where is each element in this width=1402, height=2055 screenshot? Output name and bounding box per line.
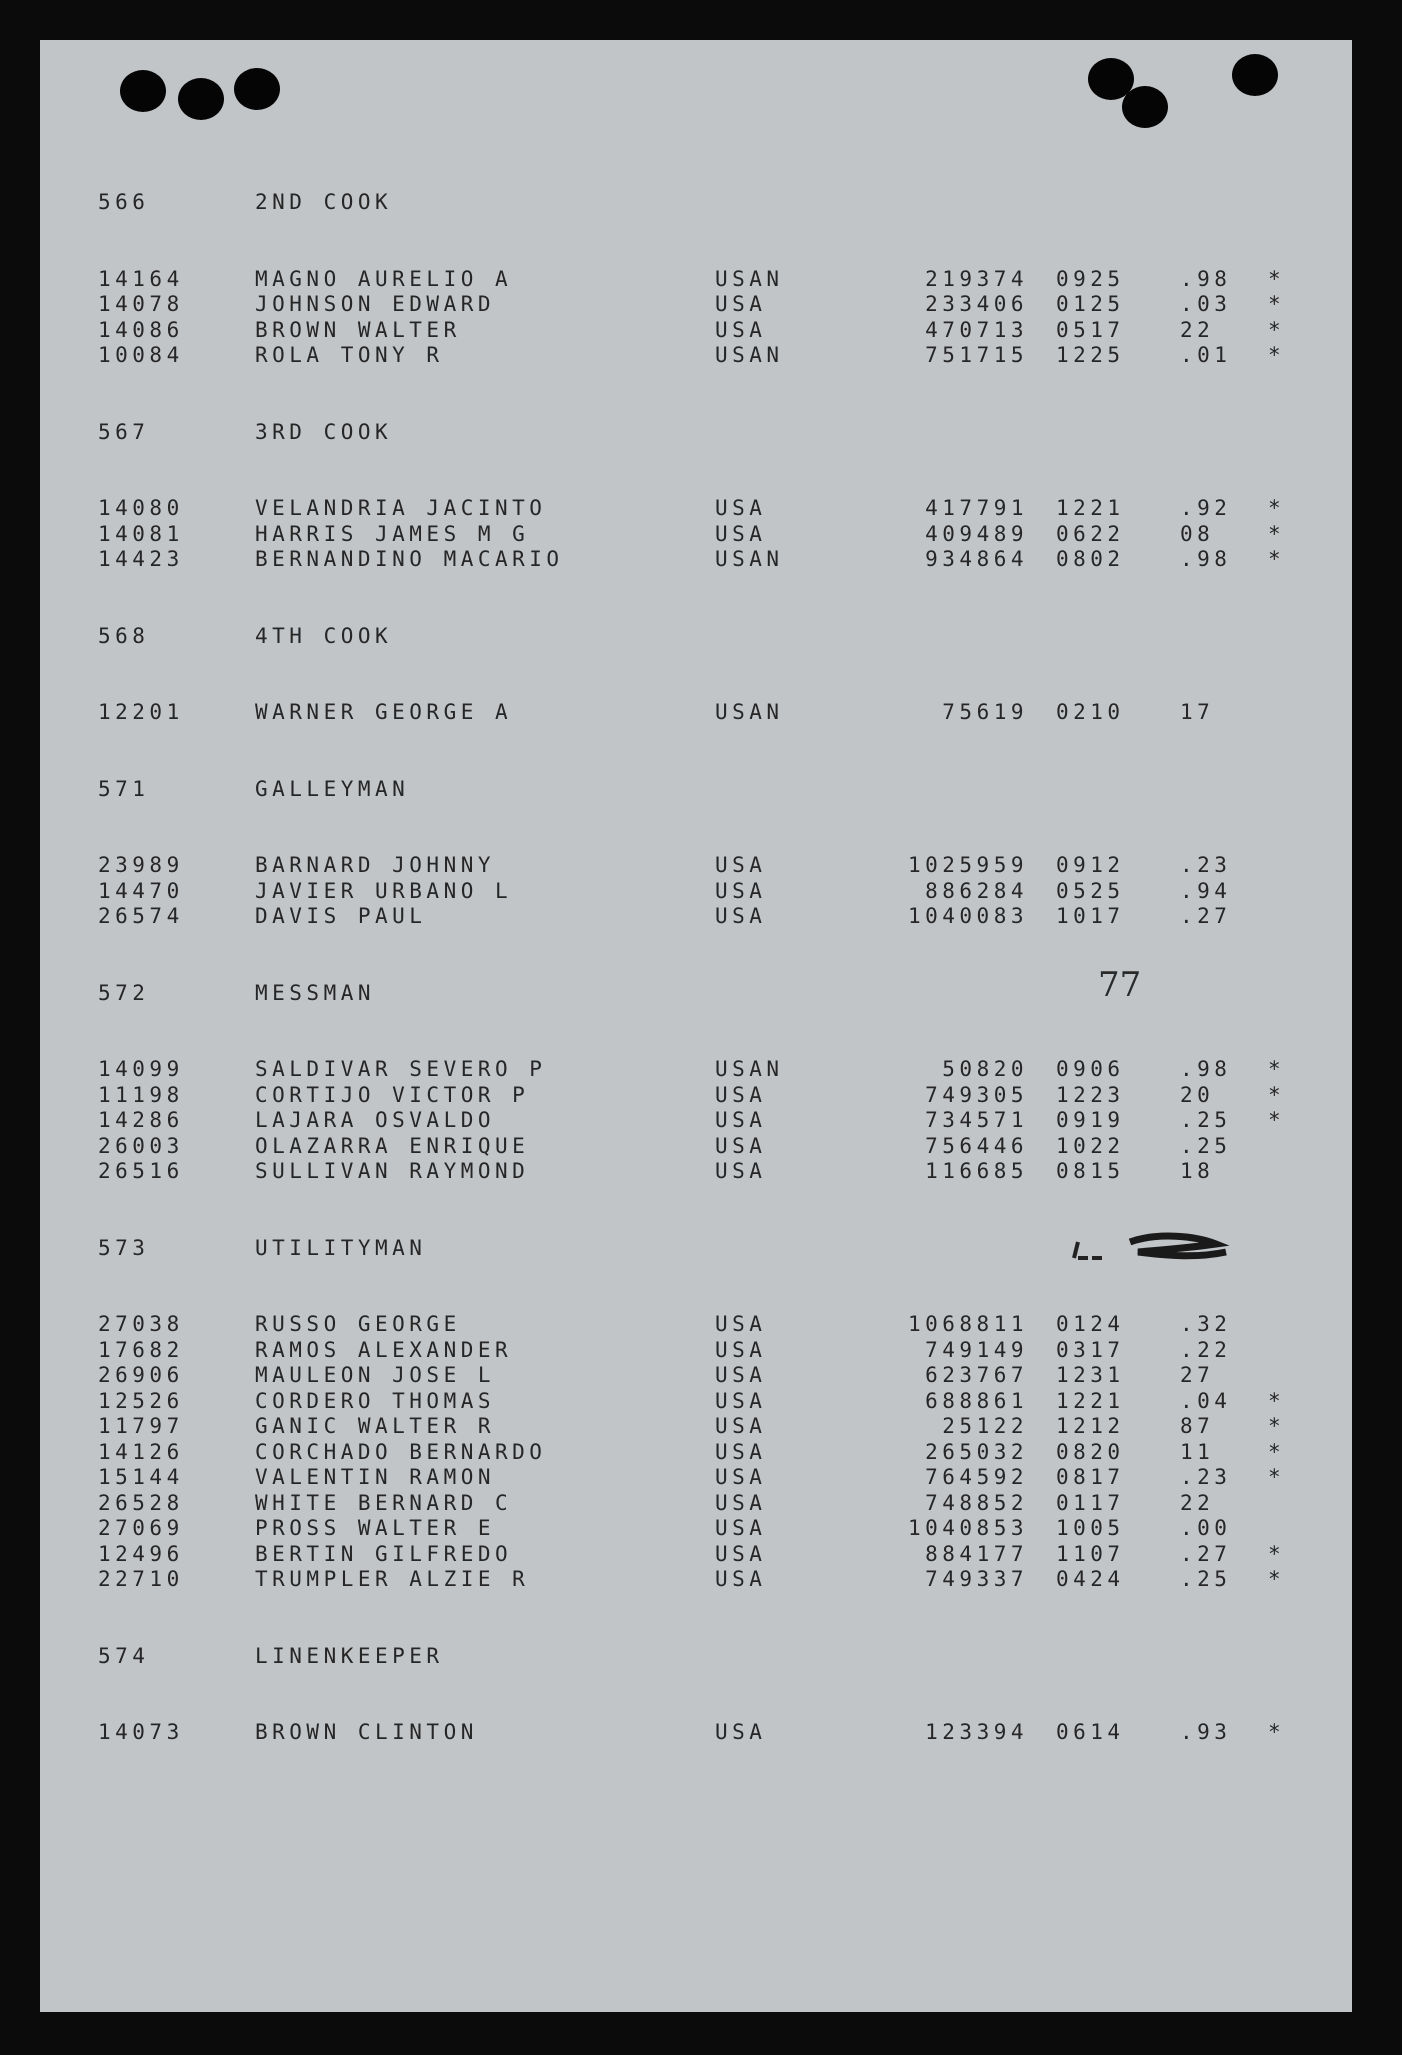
date-code: 1221: [1056, 496, 1125, 520]
crew-name: MAULEON JOSE L: [255, 1363, 496, 1387]
reference-number: 756446: [925, 1133, 1028, 1158]
citizenship-code: USA: [715, 1414, 767, 1438]
date-code: 0317: [1056, 1337, 1125, 1362]
date-code: 1017: [1056, 904, 1125, 928]
value-code: .23: [1180, 853, 1232, 877]
value-code: .22: [1180, 1337, 1232, 1362]
crew-row: [98, 1389, 1328, 1415]
rating-code: 571: [98, 776, 150, 801]
crew-name: CORCHADO BERNARDO: [255, 1439, 547, 1464]
citizenship-code: USA: [715, 1490, 767, 1515]
crew-number: 22710: [98, 1567, 184, 1591]
crew-name: TRUMPLER ALZIE R: [255, 1567, 530, 1591]
reference-number: 749305: [925, 1082, 1028, 1107]
crew-row: [98, 1465, 1328, 1491]
crew-row: [98, 547, 1328, 573]
crew-row: [98, 1159, 1328, 1185]
citizenship-code: USA: [715, 521, 767, 546]
reference-number: 748852: [925, 1490, 1028, 1515]
rating-title: UTILITYMAN: [255, 1235, 427, 1260]
crew-name: LAJARA OSVALDO: [255, 1108, 496, 1132]
rating-code: 574: [98, 1643, 150, 1668]
punch-hole: [1232, 54, 1278, 96]
rating-title: 4TH COOK: [255, 623, 393, 648]
crew-number: 11198: [98, 1082, 184, 1107]
crew-name: MAGNO AURELIO A: [255, 266, 513, 291]
rating-title: 3RD COOK: [255, 419, 393, 444]
reference-number: 764592: [925, 1465, 1028, 1489]
rating-code: 568: [98, 623, 150, 648]
crew-name: WHITE BERNARD C: [255, 1490, 513, 1515]
crew-number: 27038: [98, 1312, 184, 1336]
rating-section: [98, 1644, 1328, 1746]
reference-number: 1040853: [907, 1516, 1028, 1540]
reference-number: 886284: [925, 878, 1028, 903]
value-code: 11: [1180, 1439, 1215, 1464]
crew-row: [98, 700, 1328, 726]
asterisk-flag: *: [1268, 496, 1286, 520]
crew-row: [98, 1720, 1328, 1746]
citizenship-code: USAN: [715, 547, 784, 571]
date-code: 1212: [1056, 1414, 1125, 1438]
crew-number: 14081: [98, 521, 184, 546]
citizenship-code: USA: [715, 1337, 767, 1362]
date-code: 0815: [1056, 1159, 1125, 1183]
citizenship-code: USA: [715, 317, 767, 342]
value-code: .25: [1180, 1567, 1232, 1591]
crew-number: 14423: [98, 547, 184, 571]
crew-row: [98, 1567, 1328, 1593]
citizenship-code: USA: [715, 878, 767, 903]
citizenship-code: USAN: [715, 700, 784, 724]
reference-number: 749149: [925, 1337, 1028, 1362]
crew-number: 26003: [98, 1133, 184, 1158]
crew-row: [98, 1108, 1328, 1134]
asterisk-flag: *: [1268, 1388, 1286, 1413]
crew-number: 26528: [98, 1490, 184, 1515]
section-header: [98, 777, 1328, 803]
crew-row: [98, 1414, 1328, 1440]
date-code: 0424: [1056, 1567, 1125, 1591]
document-page: [40, 40, 1352, 2012]
asterisk-flag: *: [1268, 521, 1286, 546]
value-code: .27: [1180, 904, 1232, 928]
crew-name: BROWN WALTER: [255, 317, 461, 342]
asterisk-flag: *: [1268, 1082, 1286, 1107]
value-code: .00: [1180, 1516, 1232, 1540]
date-code: 1022: [1056, 1133, 1125, 1158]
rating-title: 2ND COOK: [255, 190, 393, 214]
date-code: 1221: [1056, 1388, 1125, 1413]
crew-name: GANIC WALTER R: [255, 1414, 496, 1438]
reference-number: 751715: [925, 343, 1028, 367]
crew-row: [98, 1057, 1328, 1083]
date-code: 0124: [1056, 1312, 1125, 1336]
crew-number: 26516: [98, 1159, 184, 1183]
reference-number: 623767: [925, 1363, 1028, 1387]
asterisk-flag: *: [1268, 317, 1286, 342]
crew-row: [98, 1083, 1328, 1109]
citizenship-code: USA: [715, 1720, 767, 1744]
citizenship-code: USA: [715, 1133, 767, 1158]
reference-number: 470713: [925, 317, 1028, 342]
value-code: .03: [1180, 292, 1232, 316]
reference-number: 417791: [925, 496, 1028, 520]
citizenship-code: USA: [715, 853, 767, 877]
asterisk-flag: *: [1268, 1439, 1286, 1464]
asterisk-flag: *: [1268, 1057, 1286, 1081]
asterisk-flag: *: [1268, 1541, 1286, 1566]
value-code: .25: [1180, 1133, 1232, 1158]
crew-row: [98, 1516, 1328, 1542]
citizenship-code: USA: [715, 1388, 767, 1413]
crew-row: [98, 522, 1328, 548]
date-code: 0925: [1056, 266, 1125, 291]
reference-number: 409489: [925, 521, 1028, 546]
crew-number: 14073: [98, 1720, 184, 1744]
date-code: 0906: [1056, 1057, 1125, 1081]
rating-code: 573: [98, 1235, 150, 1260]
value-code: .04: [1180, 1388, 1232, 1413]
crew-name: JAVIER URBANO L: [255, 878, 513, 903]
crew-number: 26574: [98, 904, 184, 928]
date-code: 0210: [1056, 700, 1125, 724]
crew-row: [98, 1440, 1328, 1466]
value-code: 87: [1180, 1414, 1215, 1438]
value-code: .98: [1180, 1057, 1232, 1081]
crew-name: OLAZARRA ENRIQUE: [255, 1133, 530, 1158]
crew-row: [98, 879, 1328, 905]
crew-name: WARNER GEORGE A: [255, 700, 513, 724]
crew-name: SALDIVAR SEVERO P: [255, 1057, 547, 1081]
asterisk-flag: *: [1268, 1465, 1286, 1489]
citizenship-code: USA: [715, 1439, 767, 1464]
rating-section: [98, 1236, 1328, 1593]
crew-number: 17682: [98, 1337, 184, 1362]
citizenship-code: USA: [715, 1082, 767, 1107]
crew-row: [98, 853, 1328, 879]
citizenship-code: USA: [715, 904, 767, 928]
date-code: 0912: [1056, 853, 1125, 877]
crew-name: SULLIVAN RAYMOND: [255, 1159, 530, 1183]
date-code: 1231: [1056, 1363, 1125, 1387]
value-code: 22: [1180, 317, 1215, 342]
value-code: .98: [1180, 266, 1232, 291]
reference-number: 1040083: [907, 904, 1028, 928]
crew-number: 14126: [98, 1439, 184, 1464]
value-code: .27: [1180, 1541, 1232, 1566]
date-code: 0117: [1056, 1490, 1125, 1515]
date-code: 0802: [1056, 547, 1125, 571]
asterisk-flag: *: [1268, 343, 1286, 367]
crew-row: [98, 496, 1328, 522]
citizenship-code: USA: [715, 1312, 767, 1336]
crew-row: [98, 343, 1328, 369]
section-header: [98, 190, 1328, 216]
crew-row: [98, 292, 1328, 318]
crew-number: 14086: [98, 317, 184, 342]
citizenship-code: USA: [715, 1465, 767, 1489]
value-code: .23: [1180, 1465, 1232, 1489]
rating-code: 572: [98, 980, 150, 1005]
crew-row: [98, 318, 1328, 344]
crew-number: 15144: [98, 1465, 184, 1489]
reference-number: 123394: [925, 1720, 1028, 1744]
section-header: [98, 1236, 1328, 1262]
rating-code: 567: [98, 419, 150, 444]
crew-number: 26906: [98, 1363, 184, 1387]
crew-name: CORDERO THOMAS: [255, 1388, 496, 1413]
rating-title: MESSMAN: [255, 980, 376, 1005]
crew-row: [98, 1491, 1328, 1517]
value-code: .01: [1180, 343, 1232, 367]
section-header: [98, 624, 1328, 650]
crew-number: 12496: [98, 1541, 184, 1566]
crew-row: [98, 267, 1328, 293]
asterisk-flag: *: [1268, 1414, 1286, 1438]
reference-number: 749337: [925, 1567, 1028, 1591]
reference-number: 934864: [925, 547, 1028, 571]
reference-number: 219374: [925, 266, 1028, 291]
reference-number: 265032: [925, 1439, 1028, 1464]
section-header: [98, 964, 1328, 1007]
rating-code: 566: [98, 190, 150, 214]
crew-name: JOHNSON EDWARD: [255, 292, 496, 316]
value-code: 27: [1180, 1363, 1215, 1387]
crew-number: 14080: [98, 496, 184, 520]
date-code: 0919: [1056, 1108, 1125, 1132]
value-code: 18: [1180, 1159, 1215, 1183]
value-code: .98: [1180, 547, 1232, 571]
crew-number: 14286: [98, 1108, 184, 1132]
crew-listing: [98, 190, 1328, 1797]
value-code: .32: [1180, 1312, 1232, 1336]
reference-number: 884177: [925, 1541, 1028, 1566]
crew-name: BERTIN GILFREDO: [255, 1541, 513, 1566]
rating-title: LINENKEEPER: [255, 1643, 444, 1668]
rating-section: [98, 777, 1328, 930]
asterisk-flag: *: [1268, 547, 1286, 571]
crew-number: 10084: [98, 343, 184, 367]
reference-number: 734571: [925, 1108, 1028, 1132]
crew-name: VALENTIN RAMON: [255, 1465, 496, 1489]
citizenship-code: USAN: [715, 1057, 784, 1081]
citizenship-code: USA: [715, 1567, 767, 1591]
asterisk-flag: *: [1268, 266, 1286, 291]
value-code: 22: [1180, 1490, 1215, 1515]
citizenship-code: USA: [715, 1363, 767, 1387]
rating-title: GALLEYMAN: [255, 776, 410, 801]
reference-number: 116685: [925, 1159, 1028, 1183]
value-code: 08: [1180, 521, 1215, 546]
citizenship-code: USAN: [715, 343, 784, 367]
crew-name: HARRIS JAMES M G: [255, 521, 530, 546]
rating-section: [98, 190, 1328, 369]
value-code: 17: [1180, 700, 1215, 724]
date-code: 0614: [1056, 1720, 1125, 1744]
crew-row: [98, 1363, 1328, 1389]
reference-number: 1025959: [907, 853, 1028, 877]
citizenship-code: USA: [715, 1159, 767, 1183]
crew-name: VELANDRIA JACINTO: [255, 496, 547, 520]
crew-name: ROLA TONY R: [255, 343, 444, 367]
crew-number: 14470: [98, 878, 184, 903]
crew-name: CORTIJO VICTOR P: [255, 1082, 530, 1107]
reference-number: 1068811: [907, 1312, 1028, 1336]
crew-number: 14078: [98, 292, 184, 316]
section-header: [98, 1644, 1328, 1670]
crew-number: 11797: [98, 1414, 184, 1438]
reference-number: 25122: [942, 1414, 1028, 1438]
crew-name: PROSS WALTER E: [255, 1516, 496, 1540]
crew-row: [98, 904, 1328, 930]
reference-number: 688861: [925, 1388, 1028, 1413]
crew-number: 23989: [98, 853, 184, 877]
value-code: .94: [1180, 878, 1232, 903]
citizenship-code: USA: [715, 1541, 767, 1566]
date-code: 0622: [1056, 521, 1125, 546]
punch-hole: [178, 78, 224, 120]
date-code: 1107: [1056, 1541, 1125, 1566]
citizenship-code: USA: [715, 496, 767, 520]
crew-name: BERNANDINO MACARIO: [255, 547, 564, 571]
date-code: 0817: [1056, 1465, 1125, 1489]
crew-name: BARNARD JOHNNY: [255, 853, 496, 877]
crew-name: RUSSO GEORGE: [255, 1312, 461, 1336]
rating-section: [98, 964, 1328, 1185]
date-code: 1223: [1056, 1082, 1125, 1107]
value-code: .93: [1180, 1720, 1232, 1744]
date-code: 0525: [1056, 878, 1125, 903]
citizenship-code: USA: [715, 1516, 767, 1540]
rating-section: [98, 624, 1328, 726]
value-code: .92: [1180, 496, 1232, 520]
crew-name: BROWN CLINTON: [255, 1720, 478, 1744]
crew-row: [98, 1312, 1328, 1338]
rating-section: [98, 420, 1328, 573]
crew-row: [98, 1338, 1328, 1364]
citizenship-code: USA: [715, 1108, 767, 1132]
punch-hole: [1122, 86, 1168, 128]
punch-hole: [120, 70, 166, 112]
crew-number: 12201: [98, 700, 184, 724]
handwritten-annotation: 77: [1098, 964, 1142, 1005]
reference-number: 75619: [942, 700, 1028, 724]
handwritten-scribble-mark: [1068, 1228, 1238, 1268]
citizenship-code: USA: [715, 292, 767, 316]
reference-number: 50820: [942, 1057, 1028, 1081]
section-header: [98, 420, 1328, 446]
crew-row: [98, 1542, 1328, 1568]
crew-row: [98, 1134, 1328, 1160]
crew-number: 14164: [98, 266, 184, 291]
value-code: 20: [1180, 1082, 1215, 1107]
crew-number: 14099: [98, 1057, 184, 1081]
date-code: 0820: [1056, 1439, 1125, 1464]
date-code: 0517: [1056, 317, 1125, 342]
asterisk-flag: *: [1268, 292, 1286, 316]
date-code: 1005: [1056, 1516, 1125, 1540]
date-code: 0125: [1056, 292, 1125, 316]
crew-name: DAVIS PAUL: [255, 904, 427, 928]
crew-number: 12526: [98, 1388, 184, 1413]
crew-name: RAMOS ALEXANDER: [255, 1337, 513, 1362]
asterisk-flag: *: [1268, 1720, 1286, 1744]
citizenship-code: USAN: [715, 266, 784, 291]
crew-number: 27069: [98, 1516, 184, 1540]
punch-hole: [234, 68, 280, 110]
asterisk-flag: *: [1268, 1108, 1286, 1132]
reference-number: 233406: [925, 292, 1028, 316]
asterisk-flag: *: [1268, 1567, 1286, 1591]
date-code: 1225: [1056, 343, 1125, 367]
value-code: .25: [1180, 1108, 1232, 1132]
